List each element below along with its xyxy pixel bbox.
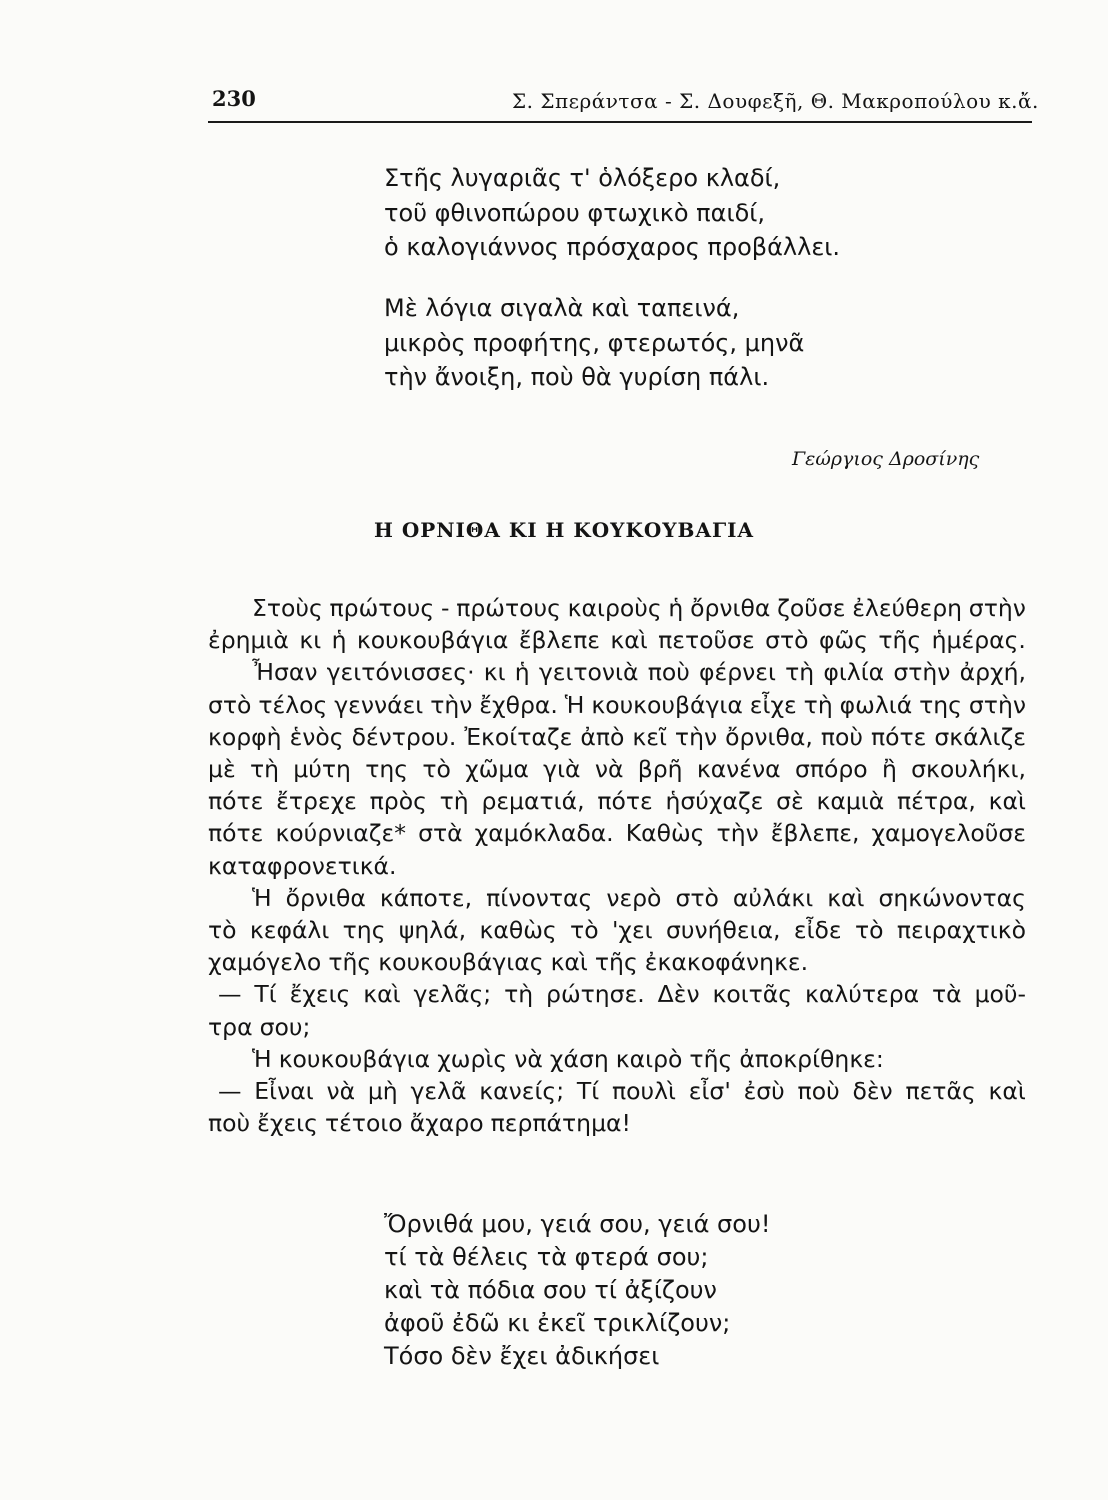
poem-author: Γεώργιος Δροσίνης <box>792 448 980 470</box>
running-head: Σ. Σπεράντσα - Σ. Δουφεξῆ, Θ. Μακροπούλου κ.ἄ. <box>512 89 1039 113</box>
poem-line: Στῆς λυγαριᾶς τ' ὁλόξερο κλαδί, <box>384 164 781 192</box>
prose-line: Ἡ ὄρνιθα κάποτε, πίνοντας νερὸ στὸ αὐλάκι καὶ σηκώνοντας <box>252 883 1026 912</box>
prose-line: Στοὺς πρώτους - πρώτους καιροὺς ἡ ὄρνιθα ζοῦσε ἐλεύθερη στὴν <box>252 594 1026 622</box>
prose-line: ἐρημιὰ κι ἡ κουκουβάγια ἔβλεπε καὶ πετοῦσε στὸ φῶς τῆς ἡμέρας. <box>208 626 1026 655</box>
prose-line: κορφὴ ἑνὸς δέντρου. Ἐκοίταζε ἀπὸ κεῖ τὴν ὄρνιθα, ποὺ πότε σκάλιζε <box>208 722 1026 751</box>
poem-line: μικρὸς προφήτης, φτερωτός, μηνᾶ <box>384 329 805 357</box>
poem-line: Τόσο δὲν ἔχει ἀδικήσει <box>384 1342 660 1370</box>
prose-line: τὸ κεφάλι της ψηλά, καθὼς τὸ 'χει συνήθεια, εἶδε τὸ πειραχτικὸ <box>208 916 1026 945</box>
prose-line: καταφρονετικά. <box>208 851 397 880</box>
prose-line: στὸ τέλος γεννάει τὴν ἔχθρα. Ἡ κουκουβάγια εἶχε τὴ φωλιά της στὴν <box>208 690 1026 719</box>
prose-line: πότε ἔτρεχε πρὸς τὴ ρεματιά, πότε ἡσύχαζε σὲ καμιὰ πέτρα, καὶ <box>208 787 1026 816</box>
poem-line: ὁ καλογιάννος πρόσχαρος προβάλλει. <box>384 233 841 261</box>
poem-line: Ὄρνιθά μου, γειά σου, γειά σου! <box>384 1210 771 1238</box>
prose-line: χαμόγελο τῆς κουκουβάγιας καὶ τῆς ἐκακοφάνηκε. <box>208 948 809 977</box>
prose-line: τρα σου; <box>208 1012 311 1041</box>
prose-line: Ἦσαν γειτόνισσες· κι ἡ γειτονιὰ ποὺ φέρνει τὴ φιλία στὴν ἀρχή, <box>252 658 1026 687</box>
poem-line: Μὲ λόγια σιγαλὰ καὶ ταπεινά, <box>384 294 740 322</box>
prose-line: — Εἶναι νὰ μὴ γελᾶ κανείς; Τί πουλὶ εἶσ' ἐσὺ ποὺ δὲν πετᾶς καὶ <box>218 1077 1026 1106</box>
prose-line: — Τί ἔχεις καὶ γελᾶς; τὴ ρώτησε. Δὲν κοιτᾶς καλύτερα τὰ μοῦ- <box>218 980 1026 1009</box>
prose-line: πότε κούρνιαζε* στὰ χαμόκλαδα. Καθὼς τὴν ἔβλεπε, χαμογελοῦσε <box>208 819 1026 848</box>
poem-line: καὶ τὰ πόδια σου τί ἀξίζουν <box>384 1276 717 1304</box>
prose-line: ποὺ ἔχεις τέτοιο ἄχαρο περπάτημα! <box>208 1109 631 1138</box>
prose-line: Ἡ κουκουβάγια χωρὶς νὰ χάση καιρὸ τῆς ἀποκρίθηκε: <box>252 1044 884 1073</box>
poem-line: τοῦ φθινοπώρου φτωχικὸ παιδί, <box>384 199 765 227</box>
header-rule <box>208 121 1032 123</box>
story-body <box>208 592 1026 1139</box>
poem-line: ἀφοῦ ἐδῶ κι ἐκεῖ τρικλίζουν; <box>384 1309 731 1337</box>
poem-line: τί τὰ θέλεις τὰ φτερά σου; <box>384 1243 709 1271</box>
story-title: Η ΟΡΝΙΘΑ ΚΙ Η ΚΟΥΚΟΥΒΑΓΙΑ <box>373 518 755 542</box>
poem-line: τὴν ἄνοιξη, ποὺ θὰ γυρίση πάλι. <box>384 363 770 391</box>
prose-line: μὲ τὴ μύτη της τὸ χῶμα γιὰ νὰ βρῆ κανένα σπόρο ἢ σκουλήκι, <box>208 755 1026 784</box>
page-number: 230 <box>212 86 256 111</box>
